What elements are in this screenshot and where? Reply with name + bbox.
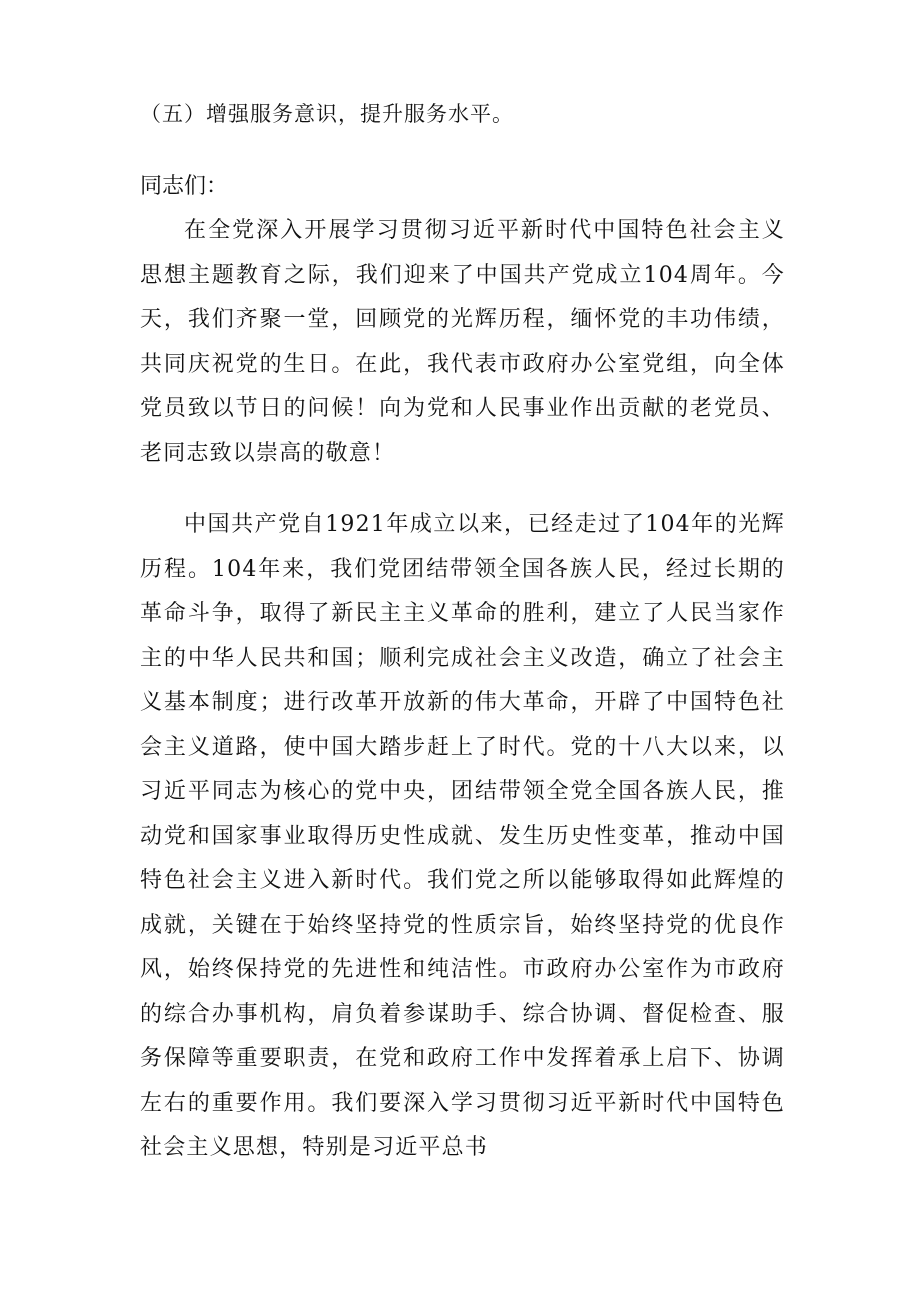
paragraph-1: 在全党深入开展学习贯彻习近平新时代中国特色社会主义思想主题教育之际，我们迎来了中国共产党成立104周年。今天，我们齐聚一堂，回顾党的光辉历程，缅怀党的丰功伟绩，共同庆祝党的生日。在此，我代表市政府办公室党组，向全体党员致以节日的问候！向为党和人民事业作出贡献的老党员、老同志致以崇高的敬意！ — [140, 218, 785, 466]
paragraph-2: 中国共产党自1921年成立以来，已经走过了104年的光辉历程。104年来，我们党团结带领全国各族人民，经过长期的革命斗争，取得了新民主主义革命的胜利，建立了人民当家作主的中华人民共和国；顺利完成社会主义改造，确立了社会主义基本制度；进行改革开放新的伟大革命，开辟了中国特色社会主义道路，使中国大踏步赶上了时代。党的十八大以来，以习近平同志为核心的党中央，团结带领全党全国各族人民，推动党和国家事业取得历史性成就、发生历史性变革，推动中国特色社会主义进入新时代。我们党之所以能够取得如此辉煌的成就，关键在于始终坚持党的性质宗旨，始终坚持党的优良作风，始终保持党的先进性和纯洁性。市政府办公室作为市政府的综合办事机构，肩负着参谋助手、综合协调、督促检查、服务保障等重要职责，在党和政府工作中发挥着承上启下、协调左右的重要作用。我们要深入学习贯彻习近平新时代中国特色社会主义思想，特别是习近平总书 — [140, 512, 785, 1160]
salutation: 同志们： — [140, 174, 229, 199]
section-heading: （五）增强服务意识，提升服务水平。 — [140, 102, 514, 126]
